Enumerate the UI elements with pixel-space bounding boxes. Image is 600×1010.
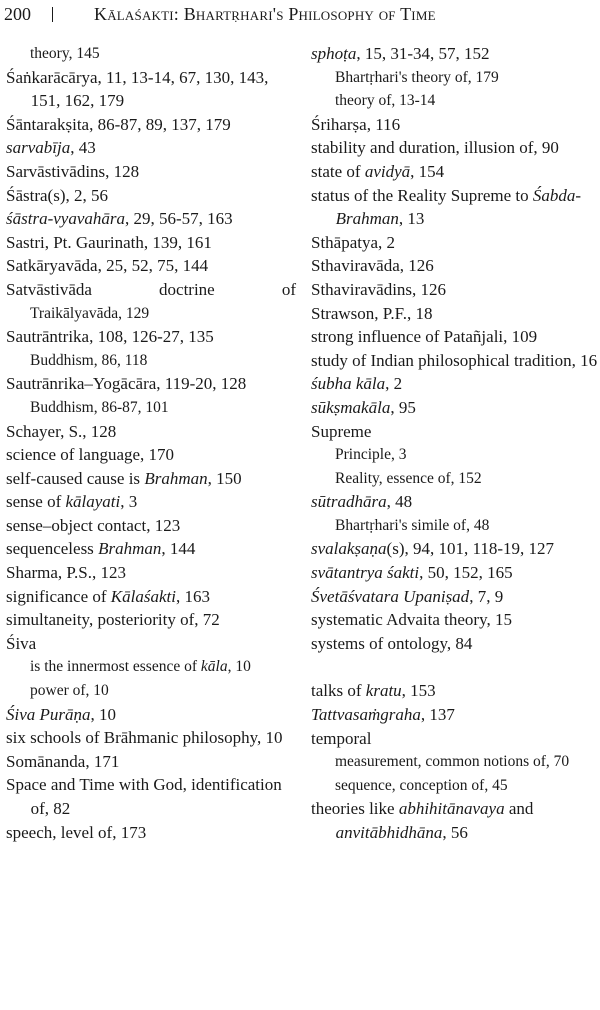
index-entry xyxy=(6,490,296,514)
index-entry xyxy=(311,254,600,278)
index-term-italic: Kālaśakti xyxy=(110,586,176,606)
index-text: temporal xyxy=(311,728,372,748)
index-entry xyxy=(311,136,600,160)
index-text: systematic Advaita theory, 15 xyxy=(311,610,512,630)
index-text: talks of xyxy=(311,681,366,701)
index-text: Bhartṛhari's theory of, 179 xyxy=(335,68,499,86)
index-text: , 10 xyxy=(227,658,251,676)
index-text: Schayer, S., 128 xyxy=(6,421,117,441)
index-term-italic: sūtradhāra xyxy=(311,492,387,512)
index-entry xyxy=(311,278,600,302)
index-text: Space and Time with God, identification of, 82 xyxy=(6,775,282,818)
index-subentry xyxy=(335,774,600,798)
index-term-italic: Śabda-Brahman xyxy=(335,185,582,229)
index-subentry xyxy=(30,655,296,679)
index-term-italic: kratu xyxy=(365,681,402,701)
index-text: Sthaviravāda, 126 xyxy=(311,256,434,276)
index-term-italic: sūkṣmakāla xyxy=(311,397,391,417)
index-entry xyxy=(311,632,600,656)
index-text: (s), 94, 101, 118-19, 127 xyxy=(386,539,555,559)
index-text: Śāntarakṣita, 86-87, 89, 137, 179 xyxy=(6,114,231,134)
index-term-italic: anvitābhidhāna xyxy=(335,823,443,842)
index-text: , 7, 9 xyxy=(469,586,504,606)
index-entry xyxy=(6,66,296,113)
index-entry xyxy=(6,184,296,208)
index-entry xyxy=(6,231,296,255)
index-entry xyxy=(311,420,600,444)
index-text: simultaneity, posteriority of, 72 xyxy=(6,610,220,630)
index-text: stability and duration, illusion of, 90 xyxy=(311,138,559,158)
index-entry xyxy=(311,585,600,609)
index-subentry xyxy=(335,66,600,90)
index-entry xyxy=(311,113,600,137)
index-term-italic: sarvabīja xyxy=(6,138,71,158)
index-entry xyxy=(311,679,600,703)
index-entry xyxy=(311,490,600,514)
index-entry xyxy=(6,726,296,750)
index-entry xyxy=(6,821,296,845)
index-text: Strawson, P.F., 18 xyxy=(311,303,433,323)
index-entry xyxy=(311,608,600,632)
index-text: theory, 145 xyxy=(30,45,100,62)
index-text: , 15, 31-34, 57, 152 xyxy=(356,44,490,63)
index-entry xyxy=(311,184,600,231)
index-entry xyxy=(6,136,296,160)
index-text: , 150 xyxy=(207,468,242,488)
index-text: sense–object contact, 123 xyxy=(6,515,181,535)
index-entry xyxy=(311,396,600,420)
index-entry xyxy=(6,632,296,656)
index-term-italic: Brahman xyxy=(144,468,208,488)
index-text: speech, level of, 173 xyxy=(6,822,147,842)
index-entry xyxy=(311,325,600,349)
page-number: 200 xyxy=(4,4,31,24)
index-subentry xyxy=(30,679,296,703)
index-term-italic: svātantrya śakti xyxy=(311,563,420,583)
index-entry xyxy=(311,703,600,727)
index-text: , 10 xyxy=(90,704,117,724)
index-text: measurement, common notions of, 70 xyxy=(335,753,570,771)
index-term-italic: Śiva Purāṇa xyxy=(6,704,91,724)
running-title: Kālaśakti: Bhartṛhari's Philosophy of Time xyxy=(94,4,436,24)
index-entry xyxy=(6,608,296,632)
index-text: power of, 10 xyxy=(30,682,109,700)
index-entry xyxy=(6,585,296,609)
index-text: Sautrānrika–Yogācāra, 119-20, 128 xyxy=(6,374,247,394)
index-entry xyxy=(6,254,296,278)
index-entry xyxy=(6,750,296,774)
index-text: , 56 xyxy=(442,823,468,842)
index-text: Traikālyavāda, 129 xyxy=(30,304,150,322)
index-subentry xyxy=(335,443,600,467)
index-column-left xyxy=(6,42,296,844)
index-entry xyxy=(311,561,600,585)
index-text: Sthaviravādins, 126 xyxy=(311,279,447,299)
index-text: , 48 xyxy=(386,492,413,512)
index-text: sequenceless xyxy=(6,539,99,559)
index-entry xyxy=(6,325,296,349)
index-subentry xyxy=(30,42,296,66)
index-subentry xyxy=(335,467,600,491)
index-term-italic: śubha kāla xyxy=(311,374,386,394)
index-text: and xyxy=(504,799,534,819)
index-entry xyxy=(6,703,296,727)
index-subentry xyxy=(30,396,296,420)
index-subentry xyxy=(335,514,600,538)
index-entry xyxy=(311,727,600,751)
index-text: , 43 xyxy=(70,138,96,158)
running-header xyxy=(4,2,596,28)
index-text: Sthāpatya, 2 xyxy=(311,232,396,252)
index-subentry xyxy=(30,349,296,373)
index-text: Buddhism, 86, 118 xyxy=(30,351,148,369)
index-entry xyxy=(311,349,600,373)
index-text: Reality, essence of, 152 xyxy=(335,469,482,487)
index-text: Bhartṛhari's simile of, 48 xyxy=(335,516,490,534)
index-text: state of xyxy=(311,161,365,181)
index-text: , 154 xyxy=(410,161,445,181)
index-text: self-caused cause is xyxy=(6,468,145,488)
index-text: Sarvāstivādins, 128 xyxy=(6,161,140,181)
header-divider xyxy=(52,7,53,22)
index-term-italic: śāstra-vyavahāra xyxy=(6,209,125,229)
index-term-italic: abhihitānavaya xyxy=(398,799,505,819)
index-text: , 13 xyxy=(398,209,425,229)
index-text: science of language, 170 xyxy=(6,445,175,465)
index-entry xyxy=(6,420,296,444)
index-entry xyxy=(6,773,296,820)
index-text: Satkāryavāda, 25, 52, 75, 144 xyxy=(6,256,209,276)
index-entry xyxy=(6,561,296,585)
index-term-italic: Brahman xyxy=(98,539,162,559)
index-term-italic: Śvetāśvatara Upaniṣad xyxy=(311,586,470,606)
index-term-italic: kālayati xyxy=(65,492,121,512)
index-term-italic: Tattvasaṁgraha xyxy=(311,705,421,725)
index-text: six schools of Brāhmanic philosophy, 10 xyxy=(6,728,283,748)
index-entry xyxy=(311,231,600,255)
index-text: theory of, 13-14 xyxy=(335,92,436,110)
index-entry xyxy=(311,302,600,326)
index-text: Śiva xyxy=(6,633,37,653)
index-text: Satvāstivāda doctrine of xyxy=(6,279,296,299)
index-entry xyxy=(6,467,296,491)
index-entry xyxy=(6,113,296,137)
index-text: Sastri, Pt. Gaurinath, 139, 161 xyxy=(6,232,212,252)
index-text: systems of ontology, 84 xyxy=(311,633,473,653)
index-text: sequence, conception of, 45 xyxy=(335,776,508,794)
index-entry xyxy=(6,443,296,467)
index-entry xyxy=(6,207,296,231)
index-text: Śāstra(s), 2, 56 xyxy=(6,185,108,205)
index-column-right xyxy=(311,42,600,845)
index-text: theories like xyxy=(311,799,399,819)
index-subentry xyxy=(30,302,296,326)
index-entry xyxy=(6,372,296,396)
index-text: , 50, 152, 165 xyxy=(419,563,513,583)
index-subentry xyxy=(335,750,600,774)
index-subentry xyxy=(335,89,600,113)
index-entry xyxy=(311,372,600,396)
index-text: is the innermost essence of xyxy=(30,658,201,676)
index-text: , 137 xyxy=(420,705,455,725)
index-text: , 29, 56-57, 163 xyxy=(124,209,233,229)
index-text: Sharma, P.S., 123 xyxy=(6,563,126,583)
index-entry xyxy=(311,160,600,184)
index-entry xyxy=(6,278,296,302)
index-entry xyxy=(6,537,296,561)
index-text: , 3 xyxy=(120,492,138,512)
index-text: , 95 xyxy=(390,397,416,417)
index-entry xyxy=(311,537,600,561)
index-text: strong influence of Patañjali, 109 xyxy=(311,327,538,347)
index-term-italic: avidyā xyxy=(364,161,411,181)
index-term-italic: sphoṭa xyxy=(311,44,357,63)
index-text: , 2 xyxy=(385,374,403,394)
index-text: Śaṅkarācārya, 11, 13-14, 67, 130, 143, 151, 162, 179 xyxy=(6,67,269,111)
index-text: study of Indian philosophical tradition, 16 xyxy=(311,350,598,370)
index-text: status of the Reality Supreme to xyxy=(311,185,533,205)
index-text: significance of xyxy=(6,586,111,606)
index-entry xyxy=(311,42,600,66)
index-text: Somānanda, 171 xyxy=(6,751,120,771)
index-text: , 163 xyxy=(175,586,210,606)
index-text: Sautrāntrika, 108, 126-27, 135 xyxy=(6,327,214,347)
index-entry xyxy=(311,797,600,844)
index-term-italic: kāla xyxy=(200,658,228,676)
index-text: sense of xyxy=(6,492,66,512)
index-entry xyxy=(6,160,296,184)
index-text: , 144 xyxy=(161,539,196,559)
index-text: , 153 xyxy=(401,681,436,701)
index-text: Principle, 3 xyxy=(335,446,407,464)
index-text: Śriharṣa, 116 xyxy=(311,114,401,134)
index-term-italic: svalakṣaṇa xyxy=(311,539,387,559)
index-text: Buddhism, 86-87, 101 xyxy=(30,398,169,416)
index-text: Supreme xyxy=(311,421,372,441)
index-entry xyxy=(6,514,296,538)
